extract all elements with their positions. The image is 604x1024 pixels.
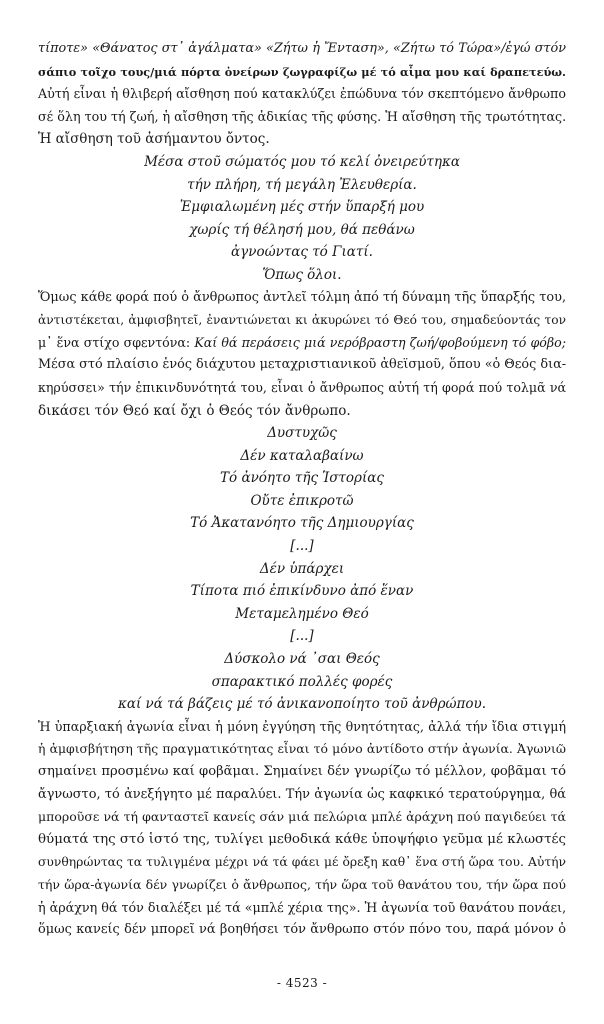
paragraph-2 xyxy=(38,287,566,423)
paragraph-line: συνθηρώντας τα τυλιγμένα μέχρι νά τά φάει μέ ὄρεξη καθ᾽ ἕνα στή ὥρα του. Αὐτήν xyxy=(38,855,566,870)
paragraph-line: ἀντιστέκεται, ἀμφισβητεῖ, ἐναντιώνεται κι ἀκυρώνει τό Θεό του, σημαδεύοντάς τον xyxy=(38,313,566,328)
page-number: - 4523 - xyxy=(276,976,328,990)
paragraph-line: σέ ὅλη του τή ζωή, ἡ αἴσθηση τῆς ἀδικίας τῆς φύσης. Ἡ αἴσθηση τῆς τρωτότητας. xyxy=(38,108,567,124)
poem-line: καί νά τά βάζεις μέ τό ἀνικανοποίητο τοῦ ἀνθρώπου. xyxy=(117,696,487,713)
poem-line: Μέσα στοῦ σώματός μου τό κελί ὀνειρεύτηκα xyxy=(144,153,460,170)
page-body xyxy=(38,38,566,942)
poem-line: Ἐμφιαλωμένη μές στήν ὕπαρξή μου xyxy=(179,199,425,216)
paragraph-line: Ἡ ὑπαρξιακή ἀγωνία εἶναι ἡ μόνη ἐγγύηση τῆς θνητότητας, ἀλλά τήν ἴδια στιγμή xyxy=(38,718,566,734)
poem-line: σπαρακτικό πολλές φορές xyxy=(211,673,393,690)
paragraph-line: σημαίνει προσμένω καί φοβᾶμαι. Σημαίνει δέν γνωρίζω τό μέλλον, φοβᾶμαι τό xyxy=(38,764,566,779)
paragraph-line: ἡ ἀράχνη θά τόν διαλέξει μέ τά «μπλέ χέρια της». Ἡ ἀγωνία τοῦ θανάτου πονάει, xyxy=(38,899,567,915)
poem-line: ἀγνοώντας τό Γιατί. xyxy=(231,244,373,261)
poem-line: Δυστυχῶς xyxy=(267,425,337,442)
opening-quote-line-2: σάπιο τοῖχο τους/μιά πόρτα ὀνείρων ζωγραφίζω μέ τό αἷμα μου καί δραπετεύω. xyxy=(38,64,566,79)
paragraph-line: Αὐτή εἶναι ἡ θλιβερή αἴσθηση πού κατακλύζει ἐπώδυνα τόν σκεπτόμενο ἄνθρωπο xyxy=(38,86,566,102)
poem-ellipsis: [...] xyxy=(290,538,314,555)
poem-line: Τίποτα πιό ἐπικίνδυνο ἀπό ἕναν xyxy=(190,583,414,600)
paragraph-line-with-quote xyxy=(38,332,566,355)
paragraph-line: ὅμως κανείς δέν μπορεῖ νά βοηθήσει τόν ἄνθρωπο στόν πόνο του, παρά μόνον ὁ xyxy=(38,922,566,938)
paragraph-line: Ὅμως κάθε φορά πού ὁ ἄνθρωπος ἀντλεῖ τόλμη ἀπό τή δύναμη τῆς ὕπαρξής του, xyxy=(38,289,567,305)
paragraph-line: δικάσει τόν Θεό καί ὄχι ὁ Θεός τόν ἄνθρωπο. xyxy=(38,402,351,419)
poem-line: χωρίς τή θέλησή μου, θά πεθάνω xyxy=(189,221,415,238)
poem-line: Δύσκολο νά ᾽σαι Θεός xyxy=(224,651,380,668)
paragraph-3 xyxy=(38,716,566,942)
inline-verse-quote: Καί θά περάσεις μιά νερόβραστη ζωή/φοβούμενη τό φόβο; xyxy=(194,334,566,350)
paragraph-line: ἡ ἀμφισβήτηση τῆς πραγματικότητας εἶναι τό μόνο ἀντίδοτο στήν ἀγωνία. Ἀγωνιῶ xyxy=(38,741,566,757)
paragraph-line: μποροῦσε νά τή φανταστεῖ κανείς σάν μιά πελώρια μπλέ ἀράχνη πού παγιδεύει τά xyxy=(38,809,566,825)
paragraph-line: θύματά της στό ἱστό της, τυλίγει μεθοδικά κάθε ὑποψήφιο γεῦμα μέ κλωστές xyxy=(38,831,566,847)
paragraph-line: κηρύσσει» τήν ἐπικινδυνότητά του, εἶναι ὁ ἄνθρωπος αὐτή τή φορά πού τολμᾶ νά xyxy=(38,379,566,395)
paragraph-1 xyxy=(38,83,566,151)
paragraph-line: τήν ὥρα-ἀγωνία δέν γνωρίζει ὁ ἄνθρωπος, τήν ὥρα τοῦ θανάτου του, τήν ὥρα πού xyxy=(38,876,566,892)
poem-line: Τό ἀνόητο τῆς Ἱστορίας xyxy=(220,470,384,487)
poem-line: Δέν καταλαβαίνω xyxy=(240,447,364,464)
poem-ellipsis: [...] xyxy=(290,628,314,645)
poem-line: Μεταμελημένο Θεό xyxy=(235,605,369,622)
poem-excerpt-1 xyxy=(38,151,566,287)
poem-excerpt-2 xyxy=(38,422,566,716)
paragraph-line: Μέσα στό πλαίσιο ἑνός διάχυτου μεταχριστιανικοῦ ἀθεϊσμοῦ, ὅπου «ὁ Θεός δια- xyxy=(38,357,567,373)
poem-line: Δέν ὑπάρχει xyxy=(259,560,345,577)
poem-line: Οὔτε ἐπικροτῶ xyxy=(250,492,354,509)
poem-line: τήν πλήρη, τή μεγάλη Ἐλευθερία. xyxy=(187,176,417,193)
poem-line: Τό Ἀκατανόητο τῆς Δημιουργίας xyxy=(190,515,414,532)
quote-intro: μ᾽ ἕνα στίχο σφεντόνα: xyxy=(38,334,195,350)
paragraph-line: ἄγνωστο, τό ἀνεξήγητο μέ παραλύει. Τήν ἀγωνία ὡς καφκικό τερατούργημα, θά xyxy=(38,786,566,802)
paragraph-line: Ἡ αἴσθηση τοῦ ἀσήμαντου ὄντος. xyxy=(38,131,270,148)
poem-line: Ὅπως ὅλοι. xyxy=(262,266,342,283)
opening-quote-line-1: τίποτε» «Θάνατος στ᾽ ἀγάλματα» «Ζήτω ἡ Ἔνταση», «Ζήτω τό Τώρα»/ἐγώ στόν xyxy=(38,41,566,56)
